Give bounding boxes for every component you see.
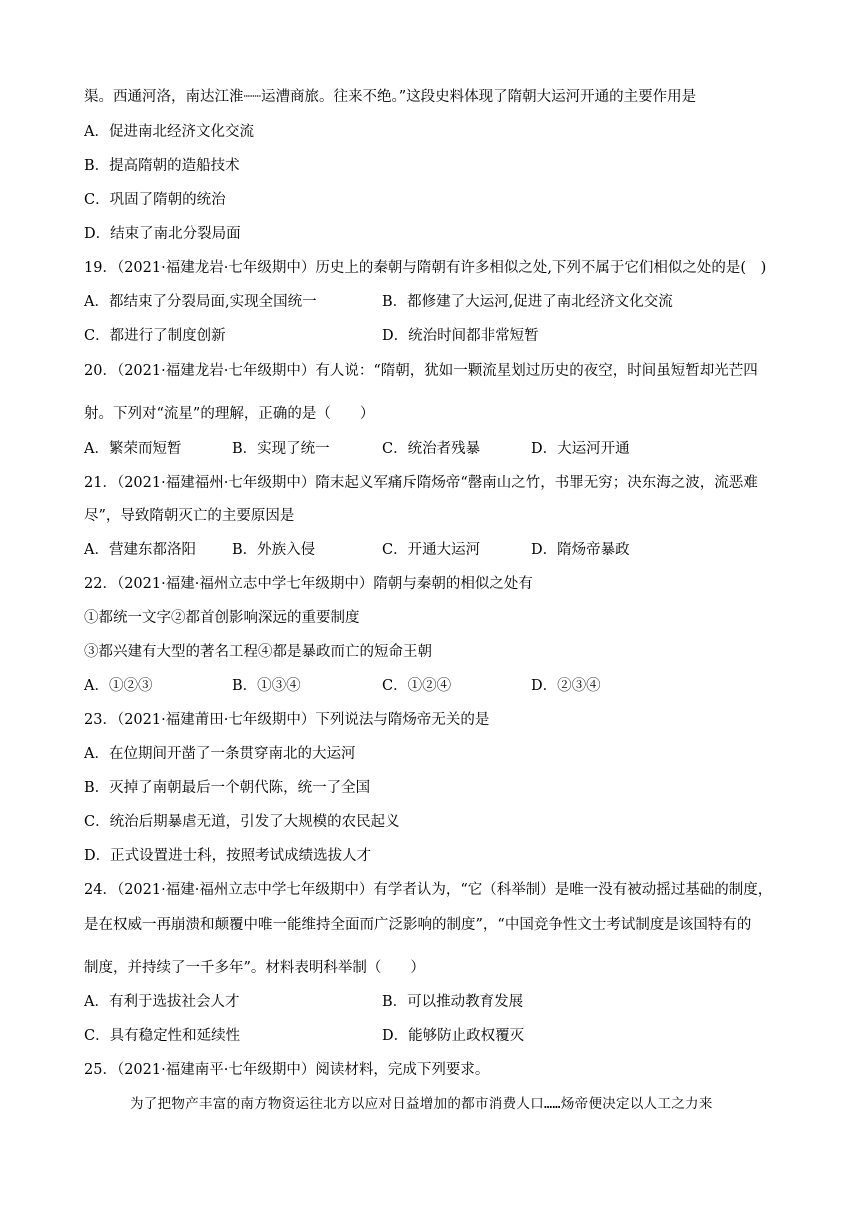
q20-option-d: D．大运河开通 xyxy=(531,441,630,457)
q19-stem: 19．（2021·福建龙岩·七年级期中）历史上的秦朝与隋朝有许多相似之处,下列不属于它们相似之处的是( ) xyxy=(84,260,767,276)
q24-option-a: A．有利于选拔社会人才 xyxy=(84,994,240,1010)
q20-option-a: A．繁荣而短暂 xyxy=(84,441,182,457)
q20-option-b: B．实现了统一 xyxy=(232,441,330,457)
q21-option-c: C．开通大运河 xyxy=(382,542,481,558)
q23-option-b: B．灭掉了南朝最后一个朝代陈，统一了全国 xyxy=(84,780,371,796)
q19-option-d: D．统治时间都非常短暂 xyxy=(382,328,539,344)
q21-option-d: D．隋炀帝暴政 xyxy=(531,542,630,558)
q21-option-b: B．外族入侵 xyxy=(232,542,316,558)
q20-option-c: C．统治者残暴 xyxy=(382,441,481,457)
q22-option-d: D．②③④ xyxy=(531,678,601,694)
q24-stem-line1: 24．（2021·福建·福州立志中学七年级期中）有学者认为，“它（科举制）是唯一没有被动摇过基础的制度， xyxy=(84,882,773,898)
q22-option-a: A．①②③ xyxy=(84,678,153,694)
q23-option-c: C．统治后期暴虐无道，引发了大规模的农民起义 xyxy=(84,814,400,830)
q18-option-a: A．促进南北经济文化交流 xyxy=(84,124,254,140)
q21-stem-line2: 尽”，导致隋朝灭亡的主要原因是 xyxy=(84,508,295,524)
q23-stem: 23．（2021·福建莆田·七年级期中）下列说法与隋炀帝无关的是 xyxy=(84,712,490,728)
q18-option-b: B．提高隋朝的造船技术 xyxy=(84,158,240,174)
q22-option-c: C．①②④ xyxy=(382,678,452,694)
q22-item-line2: ③都兴建有大型的著名工程④都是暴政而亡的短命王朝 xyxy=(84,644,432,660)
q24-option-d: D．能够防止政权覆灭 xyxy=(382,1028,525,1044)
q25-reading-material: 为了把物产丰富的南方物资运往北方以应对日益增加的都市消费人口……炀帝便决定以人工之力来 xyxy=(130,1096,713,1112)
q24-option-c: C．具有稳定性和延续性 xyxy=(84,1028,241,1044)
q19-option-b: B．都修建了大运河,促进了南北经济文化交流 xyxy=(382,294,673,310)
q23-option-a: A．在位期间开凿了一条贯穿南北的大运河 xyxy=(84,746,356,762)
q20-stem-line2: 射。下列对“流星”的理解，正确的是（ ） xyxy=(84,406,375,422)
q18-stem-continuation: 渠。西通河洛，南达江淮┈┈运漕商旅。往来不绝。”这段史料体现了隋朝大运河开通的主要作用是 xyxy=(84,89,697,105)
q22-option-b: B．①③④ xyxy=(232,678,301,694)
q20-stem-line1: 20．（2021·福建龙岩·七年级期中）有人说：“隋朝，犹如一颗流星划过历史的夜空，时间虽短暂却光芒四 xyxy=(84,363,758,379)
q18-option-d: D．结束了南北分裂局面 xyxy=(84,226,241,242)
q22-stem: 22．（2021·福建·福州立志中学七年级期中）隋朝与秦朝的相似之处有 xyxy=(84,576,533,592)
q22-item-line1: ①都统一文字②都首创影响深远的重要制度 xyxy=(84,610,360,626)
q24-option-b: B．可以推动教育发展 xyxy=(382,994,524,1010)
q25-stem: 25．（2021·福建南平·七年级期中）阅读材料，完成下列要求。 xyxy=(84,1062,490,1078)
q19-option-a: A．都结束了分裂局面,实现全国统一 xyxy=(84,294,317,310)
q21-stem-line1: 21．（2021·福建福州·七年级期中）隋末起义军痛斥隋炀帝“罄南山之竹，书罪无穷；决东海之波，流恶难 xyxy=(84,475,758,491)
q24-stem-line3: 制度，并持续了一千多年”。材料表明科举制（ ） xyxy=(84,960,425,976)
q24-stem-line2: 是在权威一再崩溃和颠覆中唯一能维持全面而广泛影响的制度”，“中国竞争性文士考试制度是该国特有的 xyxy=(84,917,752,933)
q19-option-c: C．都进行了制度创新 xyxy=(84,328,226,344)
q23-option-d: D．正式设置进士科，按照考试成绩选拔人才 xyxy=(84,848,372,864)
q21-option-a: A．营建东都洛阳 xyxy=(84,542,196,558)
q18-option-c: C．巩固了隋朝的统治 xyxy=(84,192,226,208)
